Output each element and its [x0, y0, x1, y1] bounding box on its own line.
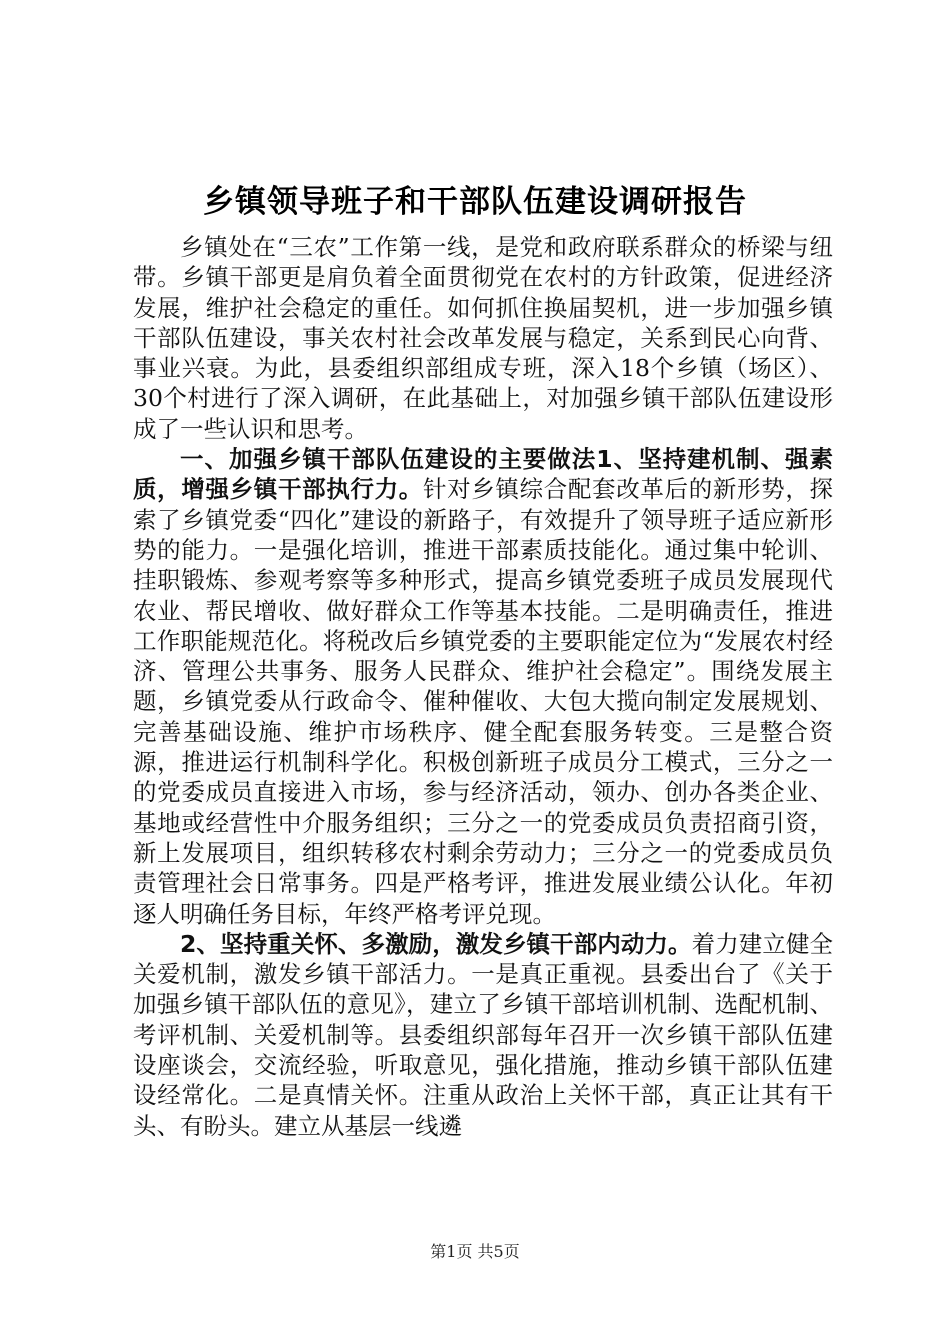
section1-body: 针对乡镇综合配套改革后的新形势，探索了乡镇党委“四化”建设的新路子，有效提升了领导班子适应新形势的能力。一是强化培训，推进干部素质技能化。通过集中轮训、挂职锻炼、参观考察等多种形式，提高乡镇党委班子成员发展现代农业、帮民增收、做好群众工作等基本技能。二是明确责任，推进工作职能规范化。将税改后乡镇党委的主要职能定位为“发展农村经济、管理公共事务、服务人民群众、维护社会稳定”。围绕发展主题，乡镇党委从行政命令、催种催收、大包大揽向制定发展规划、完善基础设施、维护市场秩序、健全配套服务转变。三是整合资源，推进运行机制科学化。积极创新班子成员分工模式，三分之一的党委成员直接进入市场，参与经济活动，领办、创办各类企业、基地或经营性中介服务组织；三分之一的党委成员负责招商引资，新上发展项目，组织转移农村剩余劳动力；三分之一的党委成员负责管理社会日常事务。四是严格考评，推进发展业绩公认化。年初逐人明确任务目标，年终严格考评兑现。 [133, 475, 834, 928]
page-footer: 第1页 共5页 [430, 1242, 520, 1261]
document-body [133, 232, 833, 1141]
section1-heading: 一、加强乡镇干部队伍建设的主要做法1、坚持建机制、强素质，增强乡镇干部执行力。 [133, 445, 833, 504]
section2-paragraph [133, 929, 833, 1141]
document-title: 乡镇领导班子和干部队伍建设调研报告 [203, 184, 747, 220]
intro-paragraph: 乡镇处在“三农”工作第一线，是党和政府联系群众的桥梁与纽带。乡镇干部更是肩负着全面贯彻党在农村的方针政策，促进经济发展，维护社会稳定的重任。如何抓住换届契机，进一步加强乡镇干部队伍建设，事关农村社会改革发展与稳定，关系到民心向背、事业兴衰。为此，县委组织部组成专班，深入18个乡镇（场区）、30个村进行了深入调研，在此基础上，对加强乡镇干部队伍建设形成了一些认识和思考。 [133, 233, 833, 443]
section2-body: 着力建立健全关爱机制，激发乡镇干部活力。一是真正重视。县委出台了《关于加强乡镇干部队伍的意见》，建立了乡镇干部培训机制、选配机制、考评机制、关爱机制等。县委组织部每年召开一次乡镇干部队伍建设座谈会，交流经验，听取意见，强化措施，推动乡镇干部队伍建设经常化。二是真情关怀。注重从政治上关怀干部，真正让其有干头、有盼头。建立从基层一线遴 [133, 929, 834, 1140]
section2-heading: 2、坚持重关怀、多激励，激发乡镇干部内动力。 [180, 929, 692, 958]
section1-paragraph [133, 444, 833, 929]
